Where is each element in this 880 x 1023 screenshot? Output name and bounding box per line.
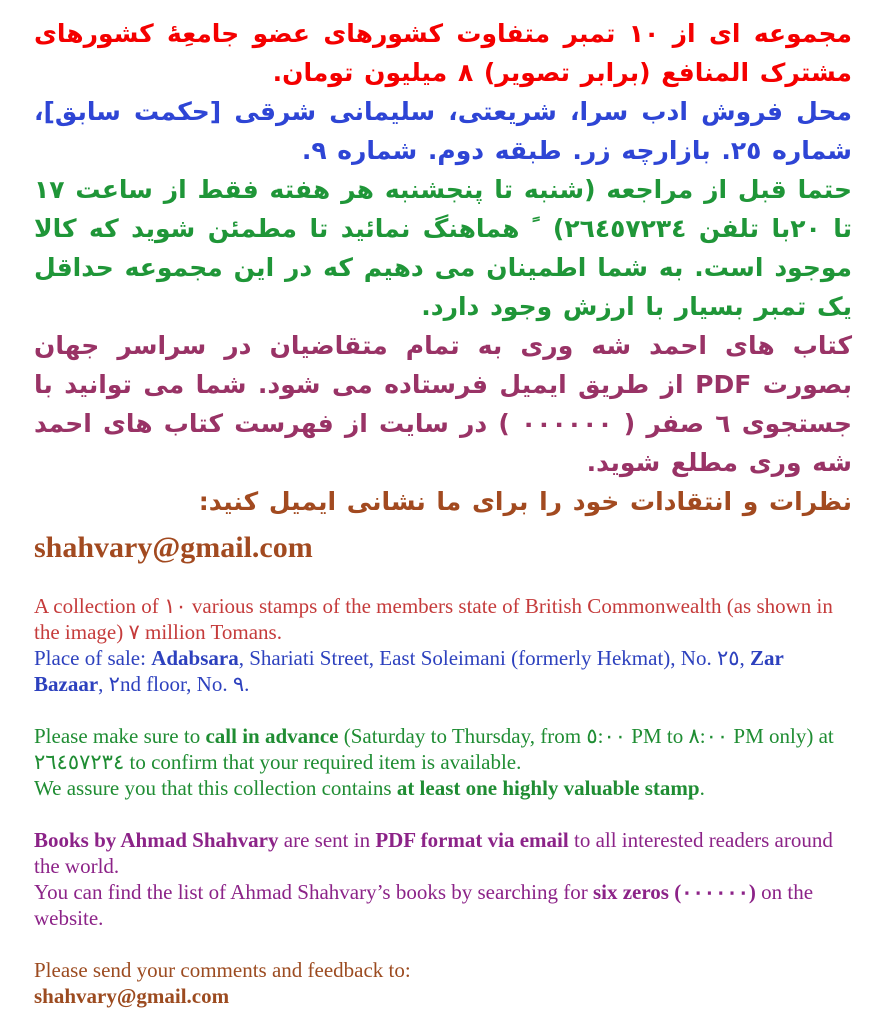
en-assurance-text: We assure you that this collection contains at least one highly valuable stamp. (34, 776, 705, 800)
en-feedback-request-text: Please send your comments and feedback to: (34, 958, 411, 982)
fa-books-pdf-text: کتاب های احمد شه وری به تمام متقاضیان در سراسر جهان بصورت PDF از طریق ایمیل فرستاده می شود. شما می توانید با جستجوی ٦ صفر ( ٠٠٠٠٠٠ ) در سایت از فهرست کتاب های احمد شه وری مطلع شوید. (34, 331, 852, 477)
primary-email-address: shahvary@gmail.com (34, 531, 313, 564)
fa-feedback-request-text: نظرات و انتقادات خود را برای ما نشانی ایمیل کنید: (198, 487, 852, 516)
fa-place-of-sale-text: محل فروش ادب سرا، شریعتی، سلیمانی شرقی [حکمت سابق]، شماره ٢٥. بازارچه زر. طبقه دوم. شماره ٩. (34, 97, 852, 165)
fa-stamps-offer-text: مجموعه ای از ١٠ تمبر متفاوت کشورهای عضو جامعِۀ کشورهای مشترک المنافع (برابر تصویر) ٨ میلیون تومان. (34, 19, 852, 87)
en-place-of-sale-text: Place of sale: Adabsara, Shariati Street, East Soleimani (formerly Hekmat), No. ٢٥, Zar Bazaar, ٢nd floor, No. ٩. (34, 646, 784, 696)
english-text-section (34, 593, 852, 1009)
persian-text-section (34, 14, 852, 521)
fa-call-in-advance-text: حتما قبل از مراجعه (شنبه تا پنجشنبه هر هفته فقط از ساعت ١٧ تا ٢٠با تلفن ٢٦٤٥٧٢٣٤) ﹰ هماهنگ نمائید تا مطمئن شوید که کالا موجود است. به شما اطمینان می دهیم که در این مجموعه حداقل یک تمبر بسیار با ارزش وجود دارد. (34, 175, 853, 321)
en-call-in-advance-text: Please make sure to call in advance (Saturday to Thursday, from ٥:٠٠ PM to ٨:٠٠ PM only) at ٢٦٤٥٧٢٣٤ to confirm that your required item is available. (34, 724, 834, 774)
en-search-zeros-text: You can find the list of Ahmad Shahvary’s books by searching for six zeros (٠٠٠٠٠٠) on the website. (34, 880, 814, 930)
en-stamps-offer-text: A collection of ١٠ various stamps of the members state of British Commonwealth (as shown in the image) ٧ million Tomans. (34, 594, 833, 644)
en-books-pdf-text: Books by Ahmad Shahvary are sent in PDF format via email to all interested readers around the world. (34, 828, 833, 878)
en-email-address: shahvary@gmail.com (34, 984, 230, 1008)
